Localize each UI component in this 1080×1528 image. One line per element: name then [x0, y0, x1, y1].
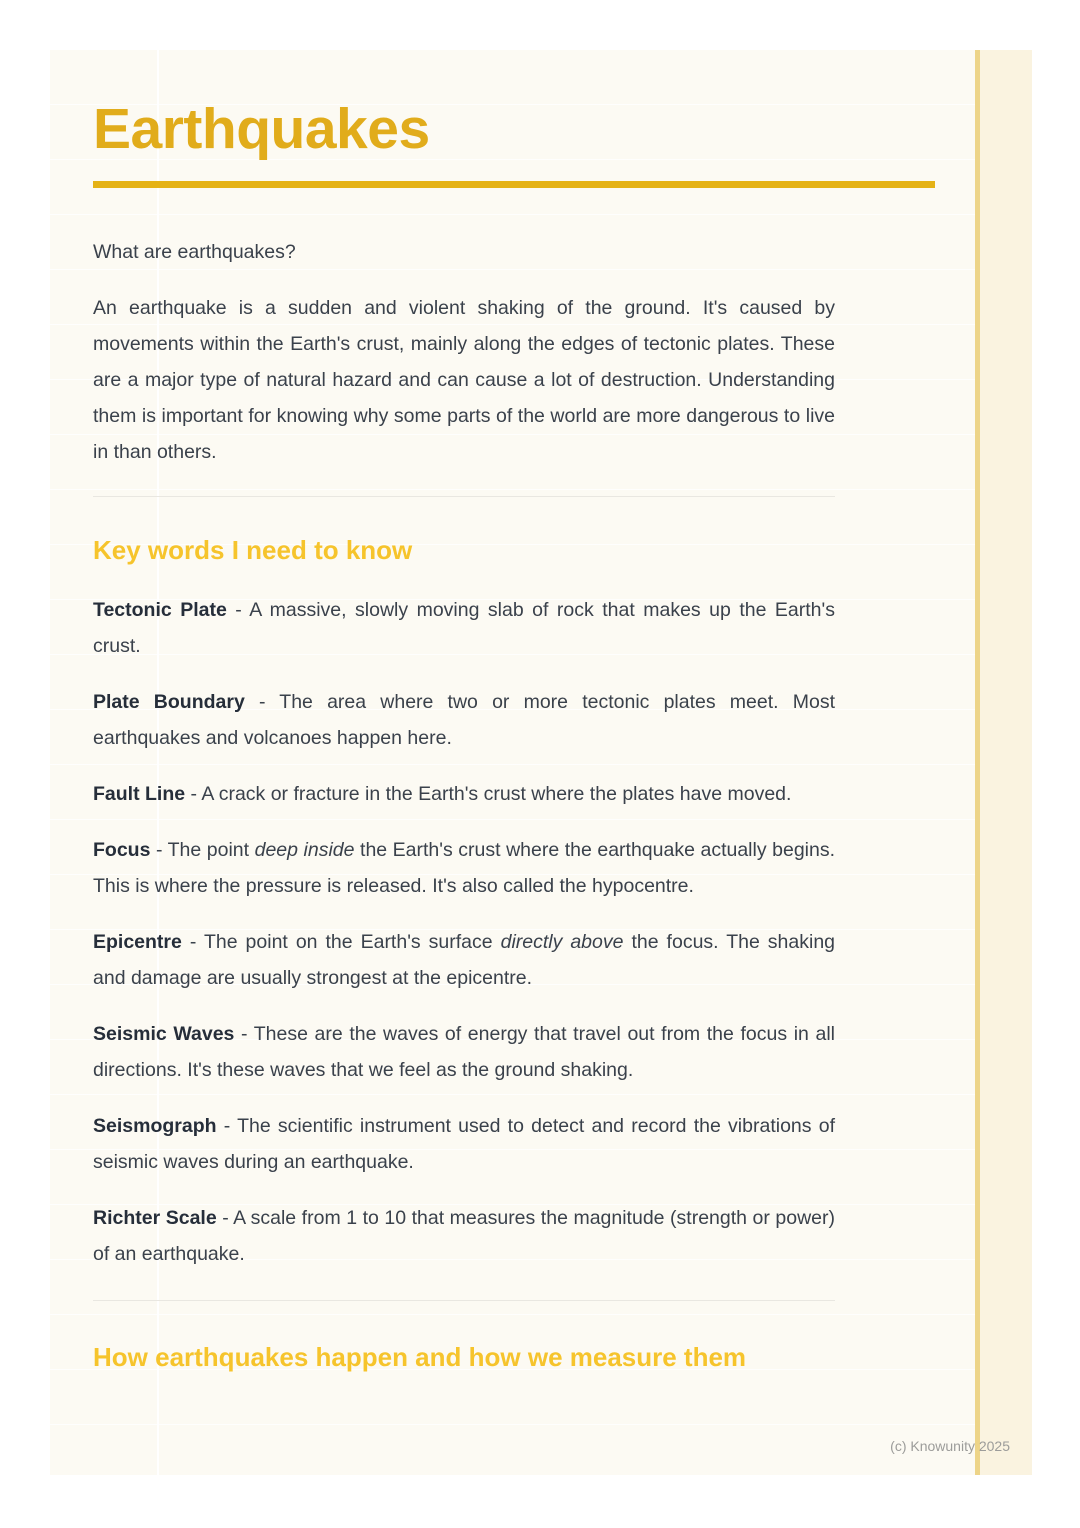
note-content — [93, 96, 835, 1377]
definition-item — [93, 776, 835, 812]
copyright-footer: (c) Knowunity 2025 — [890, 1438, 1010, 1454]
right-cream-band — [980, 50, 1032, 1475]
definition-text: the Earth's crust where the earthquake actually begins. This is where the pressure is released. It's also called the hypocentre. — [93, 839, 836, 897]
definition-text: - The scientific instrument used to detect and record the vibrations of seismic waves during an earthquake. — [93, 1115, 835, 1173]
definition-item — [93, 592, 835, 664]
definition-text: - A crack or fracture in the Earth's crust where the plates have moved. — [185, 783, 792, 805]
definition-item — [93, 1200, 835, 1272]
page-title: Earthquakes — [93, 97, 430, 161]
definition-text: - The point — [150, 839, 255, 861]
keywords-heading: Key words I need to know — [93, 535, 413, 565]
definition-italic: deep inside — [254, 839, 355, 861]
definition-term: Richter Scale — [93, 1207, 217, 1229]
definition-item — [93, 684, 835, 756]
definition-term: Focus — [93, 839, 151, 861]
definition-text: - These are the waves of energy that travel out from the focus in all directions. It's these waves that we feel as the ground shaking. — [93, 1023, 835, 1081]
definition-text: - A massive, slowly moving slab of rock that makes up the Earth's crust. — [93, 599, 835, 657]
next-section-heading: How earthquakes happen and how we measure them — [93, 1342, 747, 1372]
intro-paragraph: An earthquake is a sudden and violent shaking of the ground. It's caused by movements within the Earth's crust, mainly along the edges of tectonic plates. These are a major type of natural hazard and can cause a lot of destruction. Understanding them is important for knowing why some parts of the world are more dangerous to live in than others. — [93, 297, 835, 463]
definition-term: Epicentre — [93, 931, 182, 953]
intro-question: What are earthquakes? — [93, 241, 296, 263]
definition-text: - The point on the Earth's surface — [181, 931, 501, 953]
definition-item — [93, 924, 835, 996]
yellow-margin-line — [975, 50, 980, 1475]
definition-term: Tectonic Plate — [93, 599, 227, 621]
section-divider — [93, 1300, 835, 1301]
definition-text: - The area where two or more tectonic plates meet. Most earthquakes and volcanoes happen here. — [93, 691, 835, 749]
definition-item — [93, 1016, 835, 1088]
definition-term: Seismograph — [93, 1115, 217, 1137]
definition-term: Seismic Waves — [93, 1023, 235, 1045]
section-divider — [93, 496, 835, 497]
definition-term: Plate Boundary — [93, 691, 245, 713]
definition-italic: directly above — [500, 931, 624, 953]
definition-text: - A scale from 1 to 10 that measures the magnitude (strength or power) of an earthquake. — [93, 1207, 836, 1265]
definition-list — [93, 592, 835, 1272]
definition-item — [93, 1108, 835, 1180]
definition-text: the focus. The shaking and damage are usually strongest at the epicentre. — [93, 931, 836, 989]
definition-item — [93, 832, 835, 904]
definition-term: Fault Line — [93, 783, 186, 805]
note-card — [50, 50, 1032, 1475]
title-underline-rule — [93, 181, 935, 188]
